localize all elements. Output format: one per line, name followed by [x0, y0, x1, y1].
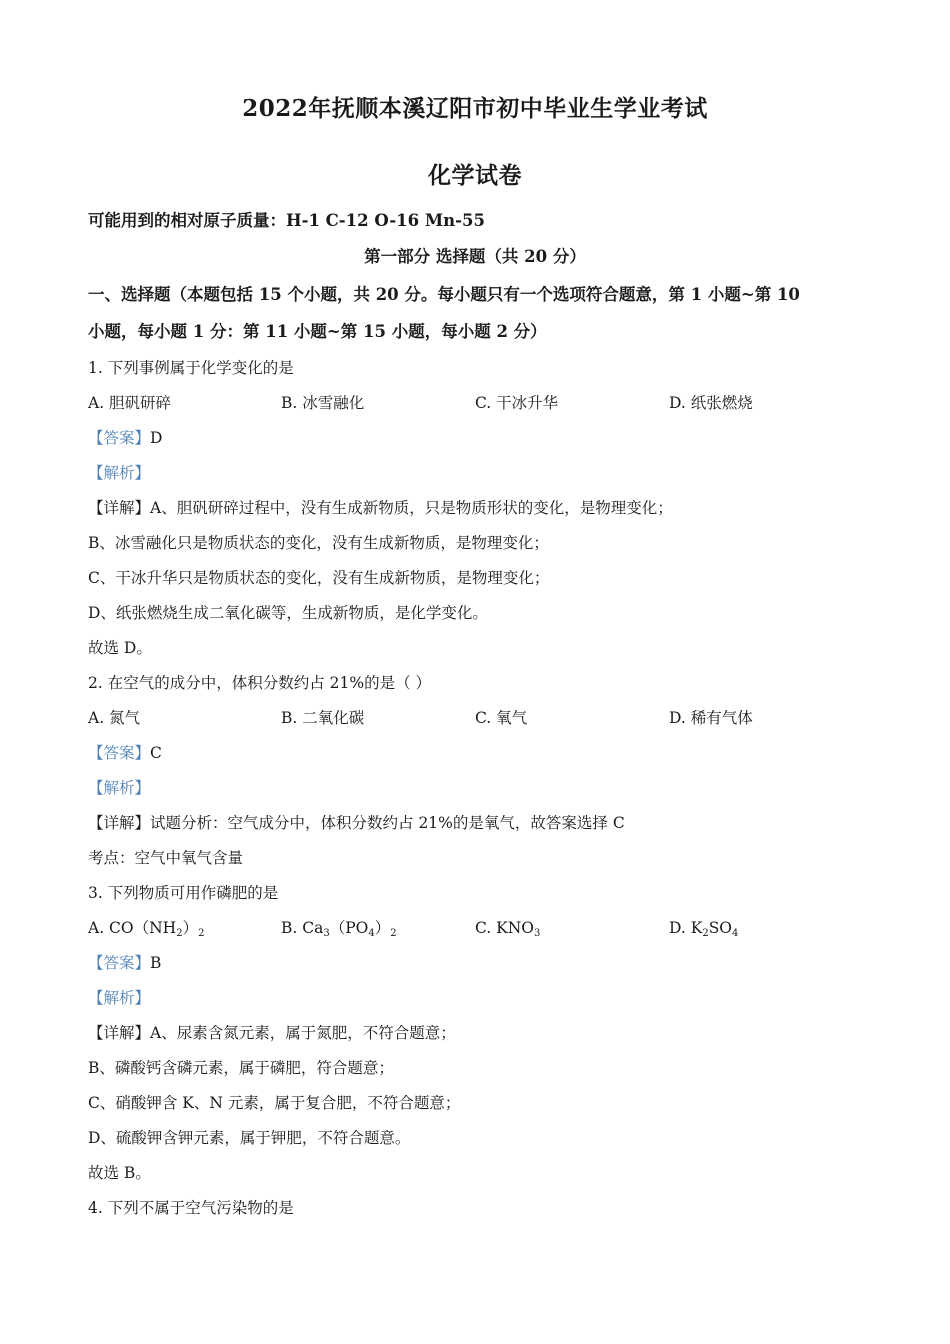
q3-option-b-text: B. Ca	[281, 919, 324, 937]
q3-analysis	[88, 987, 878, 1009]
q1-analysis	[88, 462, 878, 484]
part-title: 第一部分 选择题（共 20 分）	[364, 247, 586, 266]
subscript: 4	[732, 928, 739, 939]
detail-tag: 【详解】	[88, 499, 151, 517]
analysis-tag: 【解析】	[88, 464, 151, 482]
q4-stem: 4. 下列不属于空气污染物的是	[88, 1199, 294, 1217]
q1-answer-value: D	[150, 429, 163, 447]
subscript: 2	[390, 928, 397, 939]
q2-detail	[88, 812, 878, 834]
answer-tag: 【答案】	[88, 744, 151, 762]
q3-option-d	[669, 917, 738, 945]
q1-conclusion: 故选 D。	[88, 639, 152, 657]
q3-detail-line: B、磷酸钙含磷元素，属于磷肥，符合题意；	[88, 1059, 394, 1077]
q1-stem: 1. 下列事例属于化学变化的是	[88, 359, 294, 377]
answer-tag: 【答案】	[88, 429, 151, 447]
q3-option-b	[281, 917, 397, 945]
subscript: 3	[534, 928, 541, 939]
q1-detail-line: D、纸张燃烧生成二氧化碳等，生成新物质，是化学变化。	[88, 604, 488, 622]
q3-option-d-text: D. K	[669, 919, 703, 937]
q3-option-c	[475, 917, 540, 945]
q2-detail-text: 试题分析：空气成分中，体积分数约占 21%的是氧气，故答案选择 C	[150, 814, 625, 832]
q3-detail-line: C、硝酸钾含 K、N 元素，属于复合肥，不符合题意；	[88, 1094, 461, 1112]
subscript: 4	[368, 928, 375, 939]
q3-option-a	[88, 917, 204, 945]
subscript: 2	[176, 928, 183, 939]
q1-detail	[88, 497, 878, 519]
q3-option-a-text: ）	[182, 919, 199, 937]
q1-answer	[88, 427, 878, 449]
q1-detail-line: B、冰雪融化只是物质状态的变化，没有生成新物质，是物理变化；	[88, 534, 549, 552]
q3-answer-value: B	[150, 954, 162, 972]
q3-option-a-text: A. CO（NH	[88, 919, 177, 937]
q1-option-c: C. 干冰升华	[475, 394, 559, 412]
q2-analysis	[88, 777, 878, 799]
analysis-tag: 【解析】	[88, 779, 151, 797]
q3-detail-text: A、尿素含氮元素，属于氮肥，不符合题意；	[150, 1024, 456, 1042]
q3-option-b-text: ）	[374, 919, 391, 937]
answer-tag: 【答案】	[88, 954, 151, 972]
q2-note: 考点：空气中氧气含量	[88, 849, 244, 867]
q2-option-d: D. 稀有气体	[669, 709, 753, 727]
section-instructions-1: 一、选择题（本题包括 15 个小题，共 20 分。每小题只有一个选项符合题意，第 1 小题~第 10	[88, 285, 800, 304]
q3-stem: 3. 下列物质可用作磷肥的是	[88, 884, 279, 902]
q2-option-a: A. 氮气	[88, 709, 141, 727]
q3-answer	[88, 952, 878, 974]
q3-option-d-text: SO	[708, 919, 733, 937]
subscript: 2	[198, 928, 205, 939]
atomic-mass-line: 可能用到的相对原子质量：H-1 C-12 O-16 Mn-55	[88, 211, 485, 230]
q2-answer-value: C	[150, 744, 162, 762]
q1-option-b: B. 冰雪融化	[281, 394, 365, 412]
q1-option-a: A. 胆矾研碎	[88, 394, 172, 412]
exam-title: 2022年抚顺本溪辽阳市初中毕业生学业考试	[242, 95, 708, 122]
q1-detail-line: C、干冰升华只是物质状态的变化，没有生成新物质，是物理变化；	[88, 569, 550, 587]
q2-option-c: C. 氧气	[475, 709, 528, 727]
subscript: 2	[702, 928, 709, 939]
q3-conclusion: 故选 B。	[88, 1164, 151, 1182]
exam-subtitle: 化学试卷	[428, 162, 522, 189]
q2-option-b: B. 二氧化碳	[281, 709, 365, 727]
q2-stem: 2. 在空气的成分中，体积分数约占 21%的是（ ）	[88, 674, 432, 692]
subscript: 3	[323, 928, 330, 939]
detail-tag: 【详解】	[88, 1024, 151, 1042]
q3-detail	[88, 1022, 878, 1044]
q3-option-c-text: C. KNO	[475, 919, 535, 937]
q1-detail-text: A、胆矾研碎过程中，没有生成新物质，只是物质形状的变化，是物理变化；	[150, 499, 673, 517]
q3-detail-line: D、硫酸钾含钾元素，属于钾肥，不符合题意。	[88, 1129, 411, 1147]
q3-option-b-text: （PO	[329, 919, 369, 937]
analysis-tag: 【解析】	[88, 989, 151, 1007]
q1-option-d: D. 纸张燃烧	[669, 394, 753, 412]
section-instructions-2: 小题，每小题 1 分：第 11 小题~第 15 小题，每小题 2 分）	[88, 322, 547, 341]
detail-tag: 【详解】	[88, 814, 151, 832]
q2-answer	[88, 742, 878, 764]
